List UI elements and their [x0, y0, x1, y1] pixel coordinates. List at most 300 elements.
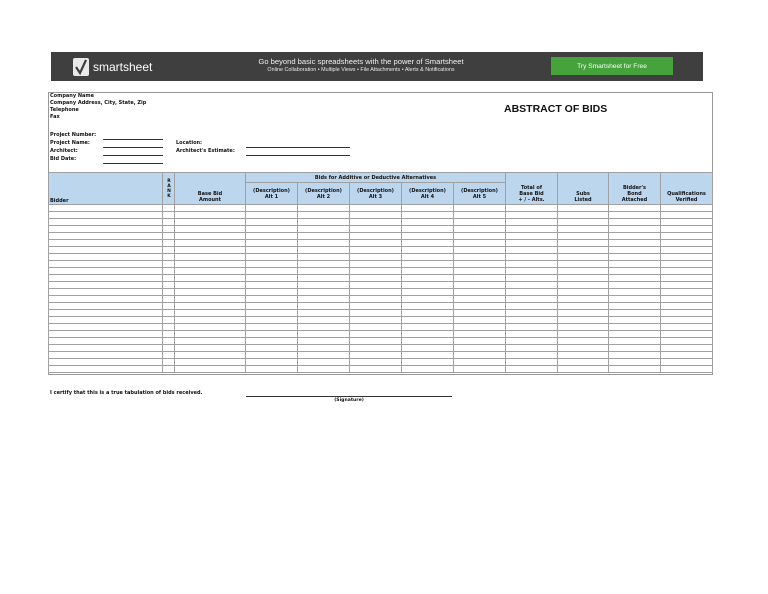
table-cell[interactable]	[558, 205, 609, 212]
table-cell[interactable]	[661, 240, 713, 247]
table-cell[interactable]	[506, 219, 558, 226]
table-cell[interactable]	[454, 254, 506, 261]
table-cell[interactable]	[49, 254, 163, 261]
table-cell[interactable]	[246, 219, 298, 226]
table-cell[interactable]	[298, 352, 350, 359]
table-cell[interactable]	[163, 331, 175, 338]
table-cell[interactable]	[454, 338, 506, 345]
table-cell[interactable]	[163, 247, 175, 254]
table-cell[interactable]	[298, 303, 350, 310]
table-cell[interactable]	[246, 317, 298, 324]
table-cell[interactable]	[454, 247, 506, 254]
table-cell[interactable]	[558, 275, 609, 282]
table-cell[interactable]	[609, 240, 661, 247]
table-cell[interactable]	[402, 296, 454, 303]
table-cell[interactable]	[298, 345, 350, 352]
table-cell[interactable]	[175, 331, 246, 338]
table-cell[interactable]	[609, 275, 661, 282]
table-cell[interactable]	[175, 268, 246, 275]
table-cell[interactable]	[661, 331, 713, 338]
table-cell[interactable]	[175, 205, 246, 212]
table-cell[interactable]	[402, 219, 454, 226]
table-cell[interactable]	[454, 261, 506, 268]
table-cell[interactable]	[506, 275, 558, 282]
table-cell[interactable]	[661, 338, 713, 345]
table-cell[interactable]	[298, 268, 350, 275]
table-cell[interactable]	[298, 212, 350, 219]
table-cell[interactable]	[661, 212, 713, 219]
table-cell[interactable]	[506, 366, 558, 373]
table-cell[interactable]	[298, 289, 350, 296]
table-cell[interactable]	[350, 324, 402, 331]
table-cell[interactable]	[506, 331, 558, 338]
table-cell[interactable]	[49, 205, 163, 212]
table-cell[interactable]	[402, 331, 454, 338]
table-cell[interactable]	[402, 205, 454, 212]
table-cell[interactable]	[402, 289, 454, 296]
table-cell[interactable]	[558, 289, 609, 296]
table-cell[interactable]	[402, 359, 454, 366]
table-cell[interactable]	[163, 366, 175, 373]
table-cell[interactable]	[454, 366, 506, 373]
table-cell[interactable]	[454, 205, 506, 212]
table-cell[interactable]	[163, 289, 175, 296]
table-cell[interactable]	[350, 219, 402, 226]
table-cell[interactable]	[506, 226, 558, 233]
table-cell[interactable]	[454, 289, 506, 296]
table-cell[interactable]	[558, 254, 609, 261]
table-cell[interactable]	[49, 352, 163, 359]
table-cell[interactable]	[402, 226, 454, 233]
table-cell[interactable]	[661, 324, 713, 331]
table-cell[interactable]	[506, 282, 558, 289]
location-field[interactable]	[246, 147, 350, 148]
table-cell[interactable]	[454, 268, 506, 275]
architect-field[interactable]	[103, 155, 163, 156]
table-cell[interactable]	[350, 205, 402, 212]
table-cell[interactable]	[175, 310, 246, 317]
table-cell[interactable]	[246, 289, 298, 296]
table-cell[interactable]	[661, 359, 713, 366]
table-cell[interactable]	[350, 366, 402, 373]
table-cell[interactable]	[350, 359, 402, 366]
table-cell[interactable]	[49, 247, 163, 254]
table-cell[interactable]	[246, 247, 298, 254]
table-cell[interactable]	[661, 310, 713, 317]
smartsheet-logo[interactable]	[73, 57, 152, 77]
table-cell[interactable]	[175, 254, 246, 261]
table-cell[interactable]	[49, 310, 163, 317]
table-cell[interactable]	[402, 345, 454, 352]
table-cell[interactable]	[350, 275, 402, 282]
table-cell[interactable]	[175, 352, 246, 359]
table-cell[interactable]	[609, 289, 661, 296]
table-cell[interactable]	[661, 282, 713, 289]
table-cell[interactable]	[298, 310, 350, 317]
table-cell[interactable]	[49, 317, 163, 324]
table-cell[interactable]	[558, 324, 609, 331]
table-cell[interactable]	[609, 366, 661, 373]
table-cell[interactable]	[49, 219, 163, 226]
table-cell[interactable]	[350, 317, 402, 324]
table-cell[interactable]	[350, 296, 402, 303]
table-cell[interactable]	[661, 261, 713, 268]
table-cell[interactable]	[163, 212, 175, 219]
table-cell[interactable]	[506, 268, 558, 275]
table-cell[interactable]	[609, 233, 661, 240]
table-cell[interactable]	[661, 303, 713, 310]
table-cell[interactable]	[609, 359, 661, 366]
table-cell[interactable]	[175, 296, 246, 303]
table-cell[interactable]	[506, 324, 558, 331]
table-cell[interactable]	[175, 317, 246, 324]
table-cell[interactable]	[609, 338, 661, 345]
table-cell[interactable]	[661, 219, 713, 226]
table-cell[interactable]	[298, 247, 350, 254]
table-cell[interactable]	[163, 359, 175, 366]
table-cell[interactable]	[506, 303, 558, 310]
table-cell[interactable]	[609, 345, 661, 352]
table-cell[interactable]	[298, 219, 350, 226]
table-cell[interactable]	[454, 212, 506, 219]
table-cell[interactable]	[558, 296, 609, 303]
table-cell[interactable]	[49, 324, 163, 331]
table-cell[interactable]	[454, 275, 506, 282]
table-cell[interactable]	[558, 212, 609, 219]
table-cell[interactable]	[175, 324, 246, 331]
table-cell[interactable]	[350, 268, 402, 275]
table-cell[interactable]	[298, 359, 350, 366]
table-cell[interactable]	[298, 331, 350, 338]
table-cell[interactable]	[350, 226, 402, 233]
table-cell[interactable]	[454, 219, 506, 226]
table-cell[interactable]	[246, 359, 298, 366]
table-cell[interactable]	[246, 261, 298, 268]
table-cell[interactable]	[298, 226, 350, 233]
table-cell[interactable]	[175, 212, 246, 219]
table-cell[interactable]	[558, 338, 609, 345]
table-cell[interactable]	[49, 296, 163, 303]
table-cell[interactable]	[661, 247, 713, 254]
table-cell[interactable]	[49, 289, 163, 296]
table-cell[interactable]	[609, 254, 661, 261]
table-cell[interactable]	[609, 219, 661, 226]
table-cell[interactable]	[609, 212, 661, 219]
table-cell[interactable]	[246, 352, 298, 359]
table-cell[interactable]	[454, 240, 506, 247]
table-cell[interactable]	[558, 331, 609, 338]
table-cell[interactable]	[163, 219, 175, 226]
table-cell[interactable]	[163, 261, 175, 268]
table-cell[interactable]	[49, 345, 163, 352]
table-cell[interactable]	[350, 338, 402, 345]
table-cell[interactable]	[163, 317, 175, 324]
total-line2: Base Bid	[519, 191, 544, 197]
table-cell[interactable]	[163, 275, 175, 282]
table-cell[interactable]	[163, 240, 175, 247]
table-cell[interactable]	[350, 331, 402, 338]
table-cell[interactable]	[246, 331, 298, 338]
table-cell[interactable]	[298, 254, 350, 261]
table-cell[interactable]	[298, 296, 350, 303]
table-cell[interactable]	[246, 345, 298, 352]
table-cell[interactable]	[175, 289, 246, 296]
table-cell[interactable]	[175, 219, 246, 226]
table-cell[interactable]	[298, 317, 350, 324]
table-cell[interactable]	[506, 240, 558, 247]
table-cell[interactable]	[246, 303, 298, 310]
table-cell[interactable]	[506, 254, 558, 261]
table-cell[interactable]	[558, 317, 609, 324]
table-cell[interactable]	[661, 352, 713, 359]
table-cell[interactable]	[350, 310, 402, 317]
table-cell[interactable]	[454, 352, 506, 359]
table-cell[interactable]	[175, 233, 246, 240]
table-cell[interactable]	[163, 296, 175, 303]
table-cell[interactable]	[246, 212, 298, 219]
table-cell[interactable]	[558, 240, 609, 247]
table-cell[interactable]	[454, 317, 506, 324]
table-cell[interactable]	[298, 240, 350, 247]
bid-date-field[interactable]	[103, 163, 163, 164]
table-cell[interactable]	[298, 338, 350, 345]
table-cell[interactable]	[49, 338, 163, 345]
table-cell[interactable]	[454, 282, 506, 289]
alt-header-1	[246, 183, 298, 205]
table-cell[interactable]	[454, 226, 506, 233]
table-cell[interactable]	[661, 205, 713, 212]
bid-date-label: Bid Date:	[50, 156, 77, 162]
table-cell[interactable]	[558, 366, 609, 373]
table-cell[interactable]	[506, 233, 558, 240]
table-cell[interactable]	[558, 352, 609, 359]
table-cell[interactable]	[49, 226, 163, 233]
table-cell[interactable]	[246, 296, 298, 303]
table-cell[interactable]	[402, 352, 454, 359]
table-cell[interactable]	[402, 261, 454, 268]
table-cell[interactable]	[609, 296, 661, 303]
table-cell[interactable]	[609, 310, 661, 317]
table-cell[interactable]	[246, 205, 298, 212]
table-cell[interactable]	[163, 338, 175, 345]
table-cell[interactable]	[609, 303, 661, 310]
table-cell[interactable]	[402, 282, 454, 289]
table-cell[interactable]	[402, 310, 454, 317]
table-cell[interactable]	[506, 317, 558, 324]
table-cell[interactable]	[661, 268, 713, 275]
table-cell[interactable]	[506, 205, 558, 212]
table-cell[interactable]	[246, 310, 298, 317]
table-cell[interactable]	[506, 310, 558, 317]
table-cell[interactable]	[350, 261, 402, 268]
table-cell[interactable]	[49, 366, 163, 373]
table-cell[interactable]	[175, 338, 246, 345]
table-cell[interactable]	[49, 233, 163, 240]
table-cell[interactable]	[609, 282, 661, 289]
table-cell[interactable]	[163, 282, 175, 289]
table-cell[interactable]	[350, 282, 402, 289]
table-cell[interactable]	[454, 345, 506, 352]
table-cell[interactable]	[163, 352, 175, 359]
table-cell[interactable]	[454, 324, 506, 331]
table-cell[interactable]	[246, 324, 298, 331]
table-cell[interactable]	[609, 331, 661, 338]
table-cell[interactable]	[298, 366, 350, 373]
table-cell[interactable]	[454, 303, 506, 310]
table-cell[interactable]	[454, 310, 506, 317]
table-cell[interactable]	[558, 303, 609, 310]
table-cell[interactable]	[49, 303, 163, 310]
table-cell[interactable]	[49, 268, 163, 275]
table-cell[interactable]	[558, 310, 609, 317]
table-cell[interactable]	[558, 261, 609, 268]
signature-line[interactable]	[246, 396, 452, 397]
table-cell[interactable]	[298, 324, 350, 331]
table-cell[interactable]	[163, 233, 175, 240]
table-cell[interactable]	[506, 296, 558, 303]
table-cell[interactable]	[609, 247, 661, 254]
table-cell[interactable]	[661, 289, 713, 296]
table-cell[interactable]	[454, 296, 506, 303]
table-cell[interactable]	[454, 331, 506, 338]
table-cell[interactable]	[402, 338, 454, 345]
table-cell[interactable]	[163, 205, 175, 212]
table-cell[interactable]	[49, 240, 163, 247]
table-cell[interactable]	[350, 247, 402, 254]
table-cell[interactable]	[506, 247, 558, 254]
table-cell[interactable]	[298, 275, 350, 282]
table-cell[interactable]	[402, 247, 454, 254]
table-cell[interactable]	[298, 205, 350, 212]
table-cell[interactable]	[609, 226, 661, 233]
table-cell[interactable]	[661, 296, 713, 303]
table-cell[interactable]	[246, 366, 298, 373]
table-cell[interactable]	[175, 247, 246, 254]
table-cell[interactable]	[402, 212, 454, 219]
table-cell[interactable]	[49, 212, 163, 219]
table-cell[interactable]	[246, 275, 298, 282]
table-cell[interactable]	[350, 233, 402, 240]
table-cell[interactable]	[506, 289, 558, 296]
table-cell[interactable]	[558, 268, 609, 275]
table-cell[interactable]	[175, 261, 246, 268]
table-cell[interactable]	[661, 317, 713, 324]
table-cell[interactable]	[298, 261, 350, 268]
table-cell[interactable]	[661, 345, 713, 352]
table-cell[interactable]	[661, 226, 713, 233]
table-cell[interactable]	[506, 261, 558, 268]
table-cell[interactable]	[609, 324, 661, 331]
table-cell[interactable]	[609, 317, 661, 324]
table-cell[interactable]	[175, 303, 246, 310]
table-cell[interactable]	[402, 275, 454, 282]
table-cell[interactable]	[350, 254, 402, 261]
table-cell[interactable]	[246, 240, 298, 247]
project-name-field[interactable]	[103, 147, 163, 148]
table-cell[interactable]	[402, 317, 454, 324]
table-cell[interactable]	[49, 331, 163, 338]
table-cell[interactable]	[175, 366, 246, 373]
table-cell[interactable]	[609, 261, 661, 268]
table-cell[interactable]	[175, 226, 246, 233]
table-cell[interactable]	[402, 324, 454, 331]
table-cell[interactable]	[609, 205, 661, 212]
table-cell[interactable]	[558, 226, 609, 233]
table-cell[interactable]	[506, 352, 558, 359]
table-cell[interactable]	[558, 359, 609, 366]
table-cell[interactable]	[609, 352, 661, 359]
try-free-button[interactable]: Try Smartsheet for Free	[551, 57, 673, 75]
table-cell[interactable]	[350, 352, 402, 359]
table-cell[interactable]	[558, 219, 609, 226]
table-cell[interactable]	[175, 345, 246, 352]
table-cell[interactable]	[661, 254, 713, 261]
table-cell[interactable]	[402, 303, 454, 310]
table-cell[interactable]	[163, 324, 175, 331]
table-cell[interactable]	[246, 254, 298, 261]
table-cell[interactable]	[661, 275, 713, 282]
table-cell[interactable]	[506, 338, 558, 345]
table-cell[interactable]	[163, 254, 175, 261]
table-cell[interactable]	[350, 289, 402, 296]
table-cell[interactable]	[49, 275, 163, 282]
table-cell[interactable]	[506, 212, 558, 219]
table-cell[interactable]	[175, 359, 246, 366]
table-cell[interactable]	[506, 359, 558, 366]
table-cell[interactable]	[246, 226, 298, 233]
table-cell[interactable]	[350, 303, 402, 310]
table-cell[interactable]	[175, 275, 246, 282]
table-cell[interactable]	[402, 240, 454, 247]
table-cell[interactable]	[661, 233, 713, 240]
table-cell[interactable]	[246, 338, 298, 345]
table-cell[interactable]	[49, 261, 163, 268]
table-cell[interactable]	[246, 268, 298, 275]
table-cell[interactable]	[454, 233, 506, 240]
table-cell[interactable]	[246, 282, 298, 289]
table-cell[interactable]	[298, 233, 350, 240]
project-number-field[interactable]	[103, 139, 163, 140]
estimate-field[interactable]	[246, 155, 350, 156]
table-cell[interactable]	[350, 240, 402, 247]
table-cell[interactable]	[175, 240, 246, 247]
table-cell[interactable]	[49, 282, 163, 289]
table-cell[interactable]	[163, 303, 175, 310]
table-cell[interactable]	[163, 226, 175, 233]
table-cell[interactable]	[506, 345, 558, 352]
table-cell[interactable]	[163, 310, 175, 317]
table-cell[interactable]	[402, 233, 454, 240]
table-cell[interactable]	[350, 345, 402, 352]
table-cell[interactable]	[558, 247, 609, 254]
table-cell[interactable]	[661, 366, 713, 373]
table-cell[interactable]	[246, 233, 298, 240]
table-cell[interactable]	[402, 268, 454, 275]
table-cell[interactable]	[402, 254, 454, 261]
table-cell[interactable]	[163, 268, 175, 275]
table-cell[interactable]	[163, 345, 175, 352]
table-cell[interactable]	[609, 268, 661, 275]
table-cell[interactable]	[454, 359, 506, 366]
table-cell[interactable]	[558, 233, 609, 240]
table-cell[interactable]	[298, 282, 350, 289]
table-cell[interactable]	[558, 282, 609, 289]
table-cell[interactable]	[558, 345, 609, 352]
table-cell[interactable]	[350, 212, 402, 219]
table-cell[interactable]	[402, 366, 454, 373]
table-cell[interactable]	[49, 359, 163, 366]
table-cell[interactable]	[175, 282, 246, 289]
